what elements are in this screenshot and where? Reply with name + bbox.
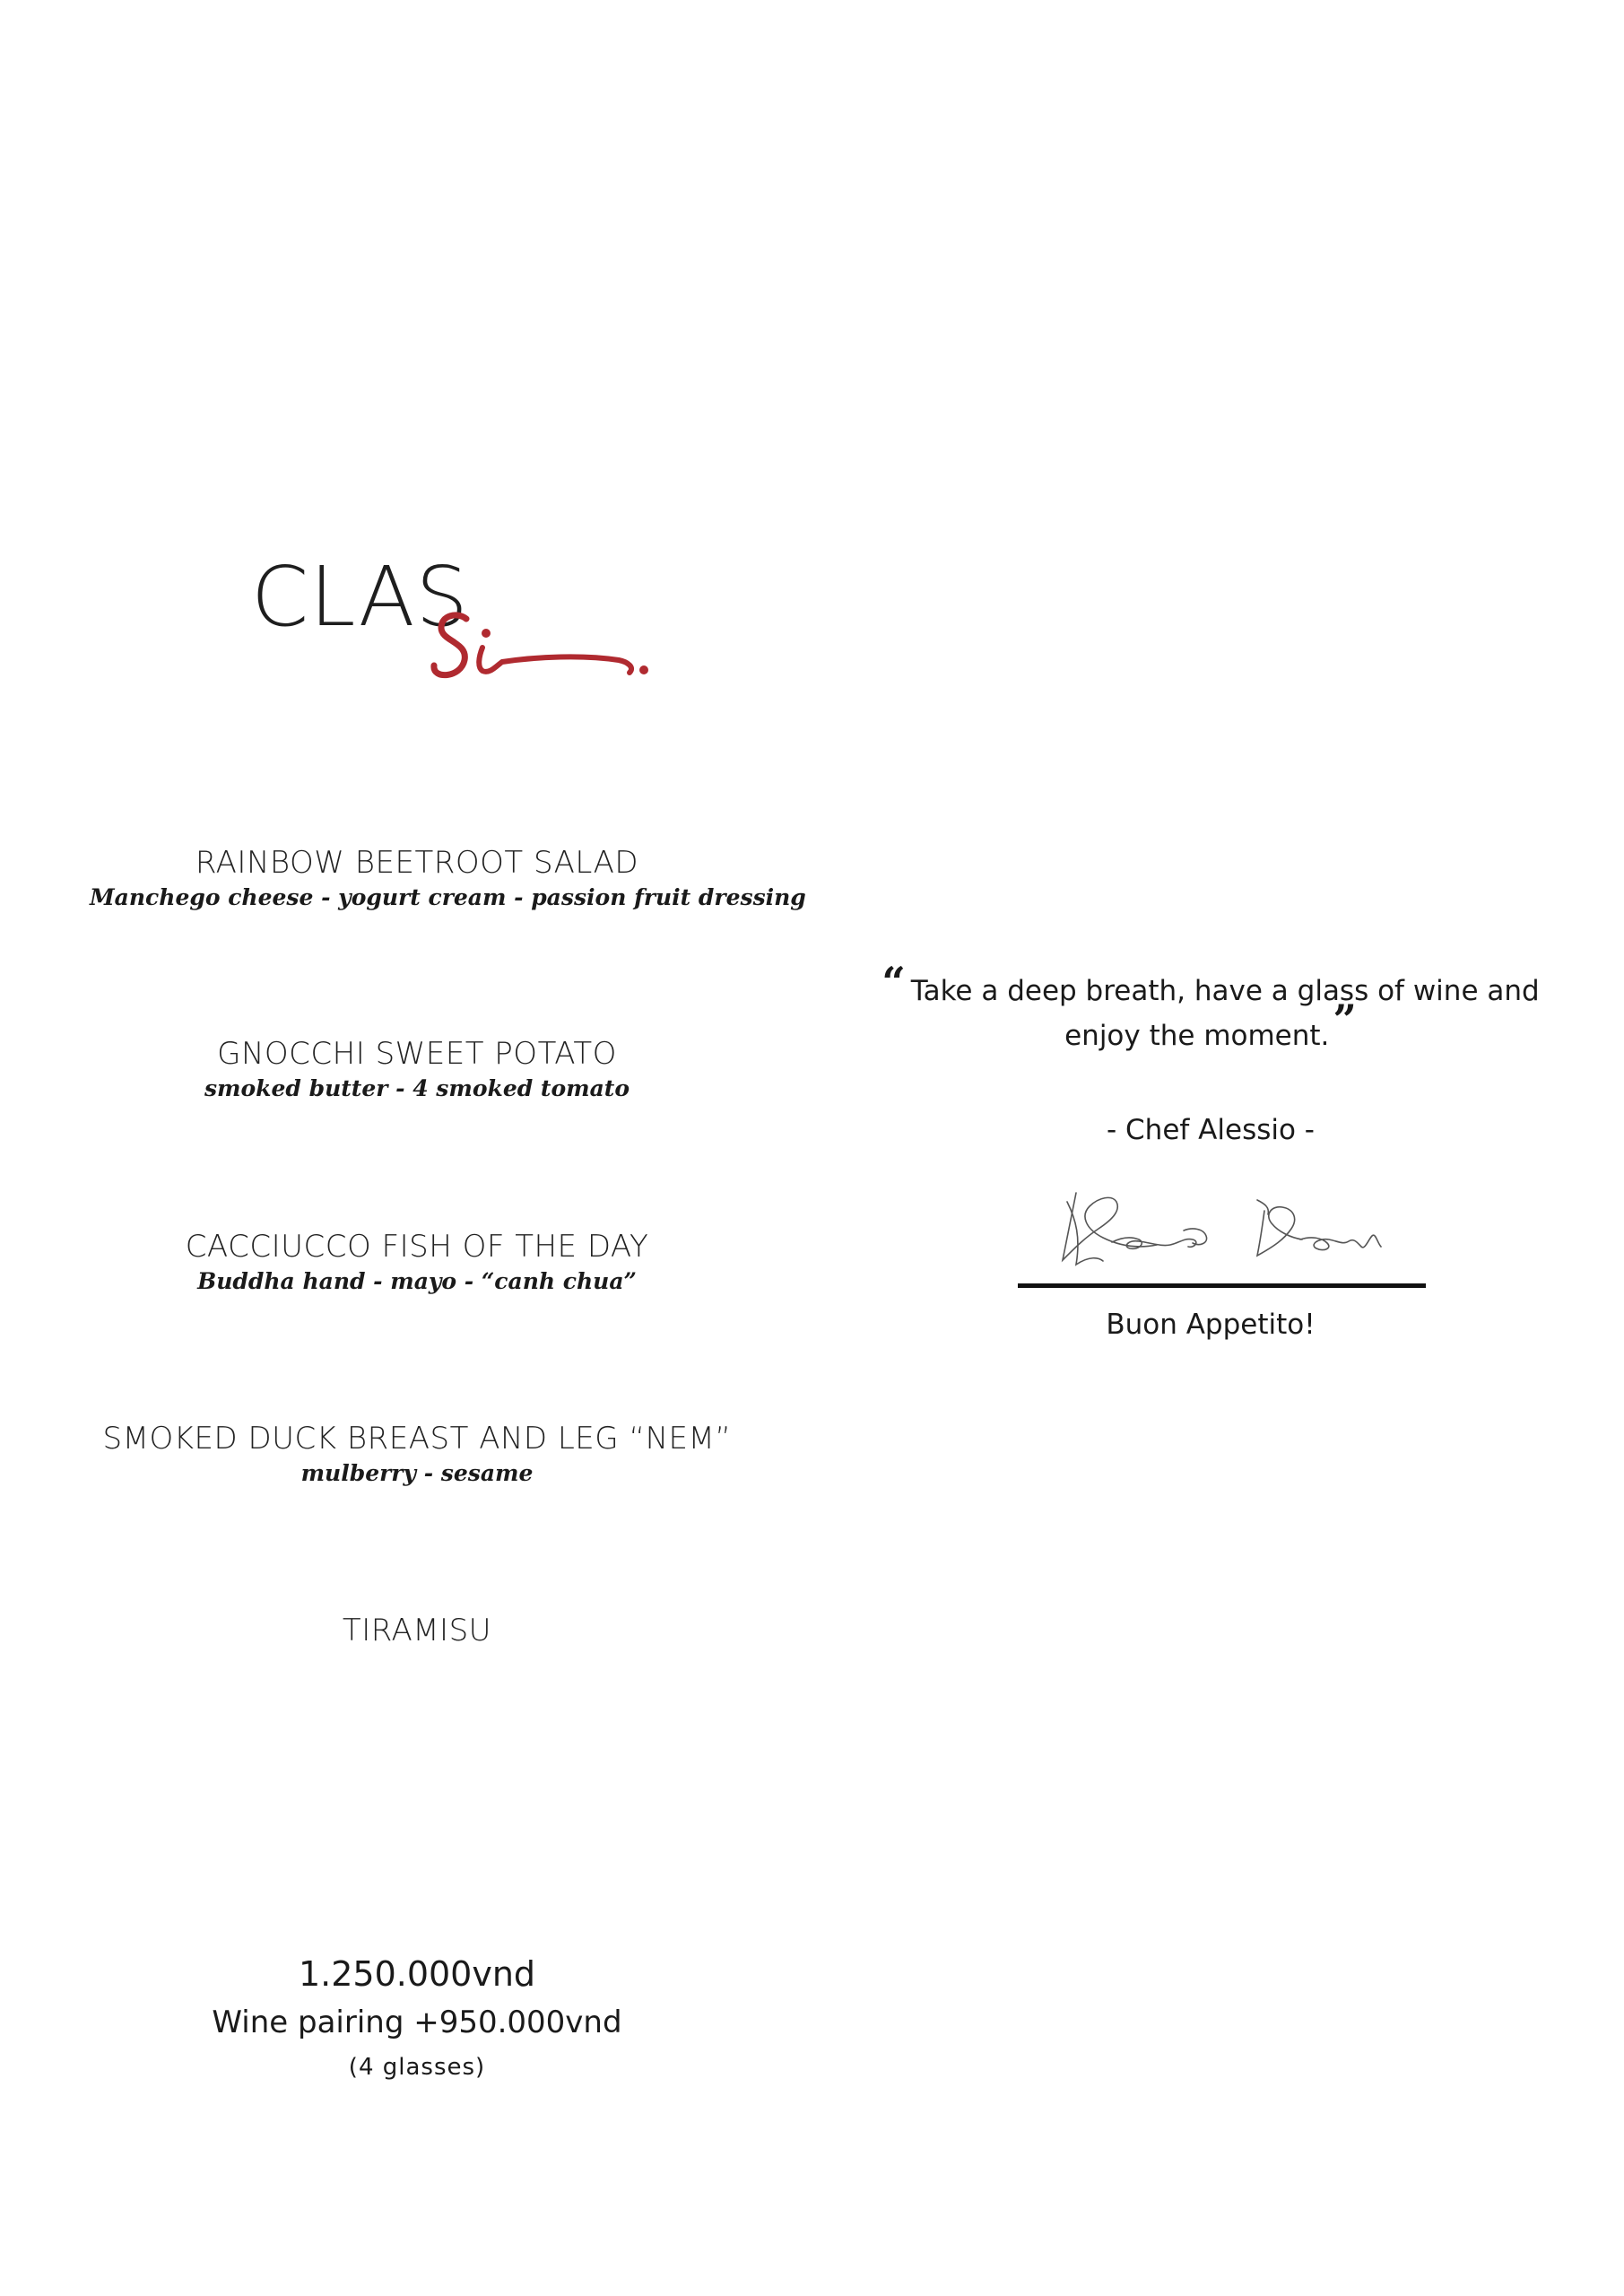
quote-line-1-text: Take a deep breath, have a glass of wine and: [910, 975, 1540, 1007]
quote-author: - Chef Alessio -: [1107, 1114, 1315, 1146]
quote-line-1: [852, 958, 1569, 1013]
restaurant-logo: [242, 549, 690, 718]
dish-description: smoked butter - 4 smoked tomato: [204, 1075, 630, 1101]
menu-price: 1.250.000vnd: [298, 1954, 536, 1994]
dish-item: [90, 1611, 744, 1650]
dish-item: [90, 1034, 744, 1104]
dish-name: RAINBOW BEETROOT SALAD: [195, 845, 639, 881]
dish-item: [90, 843, 806, 913]
close-quote-icon: ”: [1333, 996, 1357, 1044]
chef-quote: [852, 958, 1569, 1058]
quote-line-2: [852, 996, 1569, 1058]
dish-item: [90, 1227, 744, 1297]
dish-name: GNOCCHI SWEET POTATO: [217, 1036, 617, 1072]
closing-text: Buon Appetito!: [1106, 1309, 1316, 1341]
wine-pairing-note: (4 glasses): [348, 2054, 486, 2081]
dish-item: [90, 1419, 744, 1489]
dish-name: TIRAMISU: [342, 1613, 492, 1648]
open-quote-icon: “: [881, 958, 906, 1006]
signature-line: [1018, 1283, 1426, 1288]
dish-name: SMOKED DUCK BREAST AND LEG “NEM”: [102, 1421, 732, 1457]
dish-name: CACCIUCCO FISH OF THE DAY: [185, 1229, 649, 1265]
pricing-block: [90, 1951, 744, 2087]
logo-script-mark: [242, 549, 690, 718]
dish-description: Buddha hand - mayo - “canh chua”: [197, 1268, 637, 1294]
quote-line-2-text: enjoy the moment.: [1064, 1020, 1330, 1052]
chef-signature-icon: [1049, 1175, 1408, 1274]
dish-description: Manchego cheese - yogurt cream - passion fruit dressing: [90, 884, 806, 910]
wine-pairing-price: Wine pairing +950.000vnd: [212, 2005, 622, 2040]
logo-text: CLAS: [251, 549, 469, 645]
dish-description: mulberry - sesame: [300, 1460, 534, 1486]
